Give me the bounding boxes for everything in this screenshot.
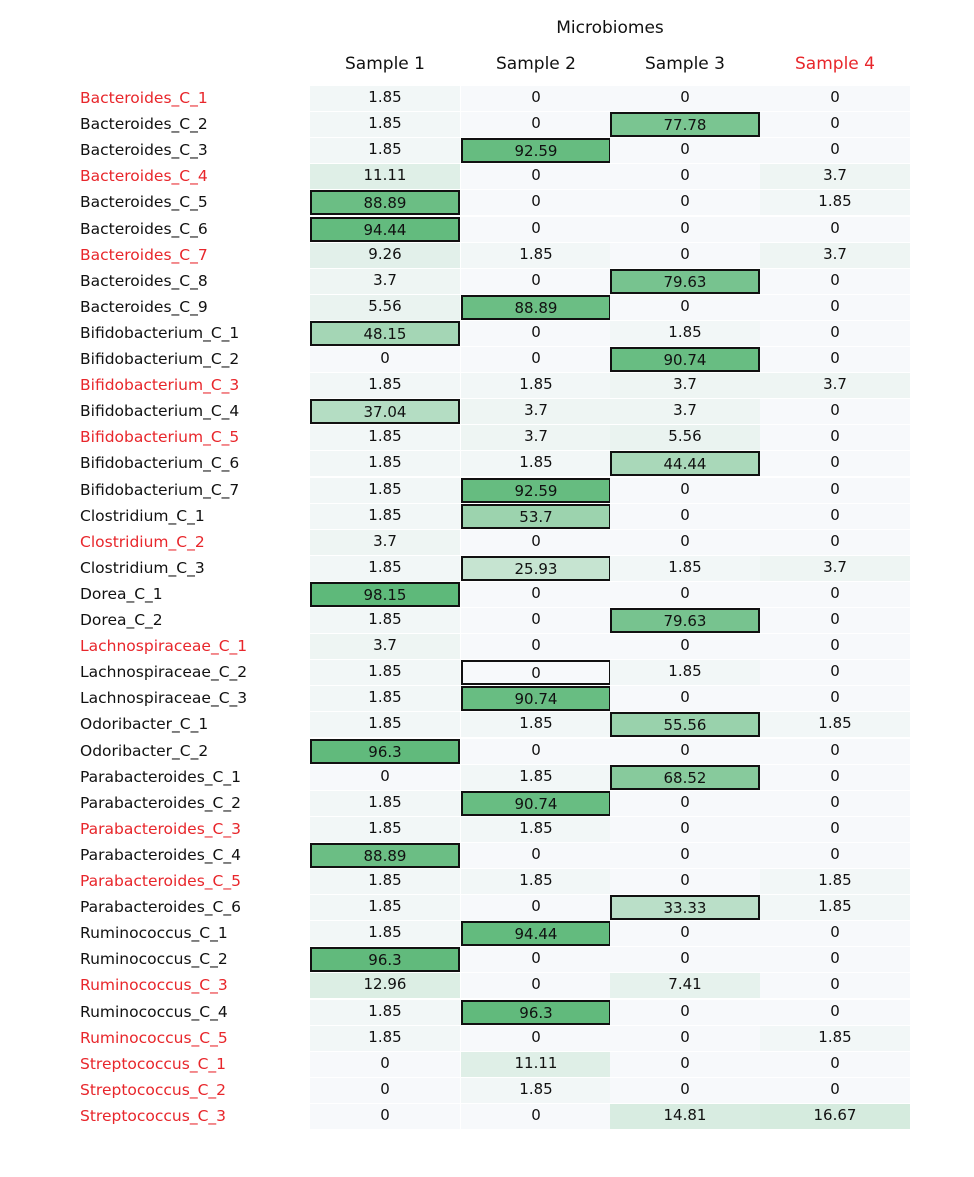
heatmap-cell: 3.7 — [310, 269, 460, 294]
heatmap-cell: 0 — [760, 765, 910, 790]
row-label: Bifidobacterium_C_3 — [80, 376, 240, 395]
heatmap-cell: 0 — [461, 190, 611, 215]
heatmap-cell: 0 — [461, 634, 611, 659]
heatmap-cell: 1.85 — [310, 791, 460, 816]
heatmap-cell: 0 — [760, 739, 910, 764]
heatmap-cell: 1.85 — [310, 1026, 460, 1051]
heatmap-cell: 1.85 — [310, 425, 460, 450]
heatmap-cell: 3.7 — [461, 425, 611, 450]
heatmap-cell: 0 — [610, 791, 760, 816]
heatmap-cell: 0 — [760, 843, 910, 868]
heatmap-cell: 3.7 — [310, 634, 460, 659]
heatmap-cell: 0 — [461, 1104, 611, 1129]
row-label: Parabacteroides_C_4 — [80, 845, 241, 864]
heatmap-cell: 90.74 — [461, 791, 611, 816]
heatmap-cell: 0 — [760, 138, 910, 163]
row-label: Parabacteroides_C_5 — [80, 872, 241, 890]
heatmap-cell: 1.85 — [310, 895, 460, 920]
heatmap-cell: 44.44 — [610, 451, 760, 476]
heatmap-cell: 0 — [610, 921, 760, 946]
heatmap-cell: 0 — [610, 739, 760, 764]
heatmap-cell: 0 — [610, 634, 760, 659]
row-label: Dorea_C_1 — [80, 584, 163, 603]
heatmap-cell: 0 — [760, 504, 910, 529]
heatmap-cell: 0 — [760, 921, 910, 946]
heatmap-cell: 25.93 — [461, 556, 611, 581]
heatmap-cell: 90.74 — [610, 347, 760, 372]
heatmap-cell: 0 — [760, 817, 910, 842]
heatmap-cell: 12.96 — [310, 973, 460, 998]
heatmap-cell: 0 — [760, 217, 910, 242]
heatmap-cell: 0 — [760, 269, 910, 294]
heatmap-cell: 55.56 — [610, 712, 760, 737]
row-label: Streptococcus_C_2 — [80, 1080, 227, 1099]
row-label: Lachnospiraceae_C_2 — [80, 663, 248, 682]
heatmap-cell: 0 — [760, 112, 910, 137]
row-label: Clostridium_C_2 — [80, 532, 205, 551]
row-label: Bacteroides_C_1 — [80, 89, 208, 107]
heatmap-cell: 3.7 — [760, 164, 910, 189]
heatmap-cell: 1.85 — [310, 451, 460, 476]
heatmap-cell: 11.11 — [310, 164, 460, 189]
heatmap-cell: 0 — [760, 399, 910, 424]
column-header-1: Sample 1 — [345, 54, 425, 74]
heatmap-cell: 94.44 — [461, 921, 611, 946]
heatmap-cell: 1.85 — [310, 86, 460, 111]
heatmap-cell: 0 — [760, 347, 910, 372]
heatmap-cell: 0 — [461, 660, 611, 685]
heatmap-cell: 0 — [461, 843, 611, 868]
heatmap-cell: 92.59 — [461, 138, 611, 163]
heatmap-cell: 90.74 — [461, 686, 611, 711]
heatmap-cell: 0 — [610, 295, 760, 320]
heatmap-cell: 1.85 — [760, 1026, 910, 1051]
heatmap-cell: 1.85 — [310, 921, 460, 946]
heatmap-cell: 1.85 — [461, 243, 611, 268]
heatmap-cell: 3.7 — [610, 399, 760, 424]
heatmap-cell: 0 — [610, 843, 760, 868]
heatmap-cell: 0 — [610, 86, 760, 111]
row-label: Bacteroides_C_7 — [80, 245, 208, 264]
heatmap-cell: 0 — [760, 660, 910, 685]
heatmap-cell: 0 — [760, 86, 910, 111]
heatmap-cell: 79.63 — [610, 269, 760, 294]
heatmap-cell: 0 — [461, 973, 611, 998]
heatmap-cell: 98.15 — [310, 582, 460, 607]
heatmap-cell: 0 — [610, 190, 760, 215]
heatmap-cell: 16.67 — [760, 1104, 910, 1129]
heatmap-cell: 0 — [461, 347, 611, 372]
heatmap-cell: 1.85 — [461, 451, 611, 476]
row-label: Dorea_C_2 — [80, 611, 163, 629]
row-label: Bacteroides_C_3 — [80, 141, 208, 160]
row-label: Ruminococcus_C_4 — [80, 1002, 228, 1021]
heatmap-cell: 96.3 — [310, 739, 460, 764]
heatmap-cell: 1.85 — [310, 712, 460, 737]
heatmap-cell: 0 — [610, 869, 760, 894]
heatmap-cell: 0 — [760, 582, 910, 607]
heatmap-cell: 11.11 — [461, 1052, 611, 1077]
heatmap-cell: 0 — [760, 947, 910, 972]
row-label: Ruminococcus_C_1 — [80, 924, 228, 943]
heatmap-cell: 92.59 — [461, 478, 611, 503]
heatmap-cell: 68.52 — [610, 765, 760, 790]
heatmap-cell: 1.85 — [760, 869, 910, 894]
heatmap-cell: 0 — [760, 321, 910, 346]
heatmap-cell: 0 — [610, 817, 760, 842]
heatmap-cell: 5.56 — [610, 425, 760, 450]
heatmap-cell: 1.85 — [310, 817, 460, 842]
heatmap-cell: 1.85 — [310, 373, 460, 398]
heatmap-cell: 0 — [461, 86, 611, 111]
heatmap-cell: 1.85 — [461, 765, 611, 790]
row-label: Bacteroides_C_5 — [80, 193, 208, 212]
heatmap-cell: 0 — [610, 478, 760, 503]
heatmap-cell: 1.85 — [461, 1078, 611, 1103]
heatmap-cell: 3.7 — [760, 373, 910, 398]
heatmap-cell: 0 — [610, 686, 760, 711]
heatmap-cell: 48.15 — [310, 321, 460, 346]
row-label: Bifidobacterium_C_5 — [80, 428, 240, 447]
heatmap-cell: 77.78 — [610, 112, 760, 137]
heatmap-cell: 1.85 — [310, 112, 460, 137]
heatmap-cell: 0 — [461, 947, 611, 972]
row-label: Bacteroides_C_8 — [80, 271, 208, 290]
row-label: Bifidobacterium_C_4 — [80, 402, 240, 421]
heatmap-cell: 0 — [310, 765, 460, 790]
row-label: Parabacteroides_C_2 — [80, 793, 241, 812]
heatmap-cell: 0 — [310, 1104, 460, 1129]
column-header-2: Sample 2 — [496, 54, 576, 74]
row-label: Ruminococcus_C_5 — [80, 1028, 228, 1047]
heatmap-cell: 0 — [310, 1078, 460, 1103]
row-label: Streptococcus_C_3 — [80, 1106, 227, 1125]
heatmap-cell: 3.7 — [760, 556, 910, 581]
row-label: Clostridium_C_3 — [80, 558, 205, 577]
heatmap-cell: 0 — [461, 164, 611, 189]
heatmap-cell: 0 — [461, 321, 611, 346]
row-label: Bacteroides_C_2 — [80, 115, 208, 134]
heatmap-cell: 0 — [610, 1000, 760, 1025]
heatmap-cell: 0 — [760, 973, 910, 998]
heatmap-cell: 0 — [610, 217, 760, 242]
heatmap-cell: 1.85 — [461, 712, 611, 737]
heatmap-cell: 0 — [760, 1000, 910, 1025]
heatmap-cell: 1.85 — [610, 556, 760, 581]
heatmap-cell: 0 — [461, 1026, 611, 1051]
heatmap-cell: 0 — [760, 530, 910, 555]
heatmap-cell: 1.85 — [310, 478, 460, 503]
heatmap-cell: 0 — [461, 112, 611, 137]
heatmap-cell: 3.7 — [461, 399, 611, 424]
heatmap-cell: 0 — [610, 582, 760, 607]
heatmap-cell: 88.89 — [310, 843, 460, 868]
row-label: Bifidobacterium_C_6 — [80, 454, 240, 473]
heatmap-cell: 0 — [461, 530, 611, 555]
heatmap-cell: 0 — [461, 269, 611, 294]
heatmap-cell: 0 — [461, 608, 611, 633]
heatmap-cell: 1.85 — [310, 556, 460, 581]
heatmap-cell: 0 — [760, 1078, 910, 1103]
heatmap-cell: 0 — [610, 1078, 760, 1103]
row-label: Bifidobacterium_C_7 — [80, 480, 240, 499]
row-label: Odoribacter_C_1 — [80, 715, 209, 734]
heatmap-cell: 0 — [610, 138, 760, 163]
heatmap-cell: 3.7 — [610, 373, 760, 398]
heatmap-cell: 0 — [610, 530, 760, 555]
chart-title: Microbiomes — [556, 18, 664, 38]
heatmap-cell: 1.85 — [310, 138, 460, 163]
heatmap-cell: 33.33 — [610, 895, 760, 920]
heatmap-cell: 0 — [461, 739, 611, 764]
heatmap-cell: 1.85 — [310, 869, 460, 894]
heatmap-cell: 14.81 — [610, 1104, 760, 1129]
heatmap-cell: 96.3 — [461, 1000, 611, 1025]
heatmap-cell: 88.89 — [461, 295, 611, 320]
heatmap-cell: 88.89 — [310, 190, 460, 215]
row-label: Bacteroides_C_9 — [80, 297, 208, 316]
heatmap-cell: 1.85 — [461, 817, 611, 842]
heatmap-cell: 3.7 — [310, 530, 460, 555]
heatmap-cell: 53.7 — [461, 504, 611, 529]
row-label: Bacteroides_C_6 — [80, 219, 208, 238]
row-label: Lachnospiraceae_C_3 — [80, 689, 248, 708]
heatmap-cell: 0 — [310, 347, 460, 372]
heatmap-cell: 0 — [760, 634, 910, 659]
heatmap-cell: 1.85 — [310, 504, 460, 529]
heatmap-cell: 1.85 — [310, 608, 460, 633]
heatmap-cell: 0 — [610, 1052, 760, 1077]
heatmap-cell: 0 — [610, 947, 760, 972]
heatmap-cell: 5.56 — [310, 295, 460, 320]
heatmap-cell: 0 — [461, 217, 611, 242]
heatmap-cell: 1.85 — [610, 321, 760, 346]
heatmap-cell: 0 — [610, 1026, 760, 1051]
heatmap-cell: 0 — [760, 425, 910, 450]
heatmap-cell: 1.85 — [610, 660, 760, 685]
heatmap-cell: 3.7 — [760, 243, 910, 268]
heatmap-cell: 37.04 — [310, 399, 460, 424]
heatmap-cell: 0 — [461, 895, 611, 920]
heatmap-cell: 7.41 — [610, 973, 760, 998]
heatmap-cell: 0 — [610, 504, 760, 529]
column-header-4: Sample 4 — [795, 54, 875, 74]
heatmap-cell: 79.63 — [610, 608, 760, 633]
row-label: Ruminococcus_C_2 — [80, 950, 228, 969]
heatmap-cell: 0 — [760, 451, 910, 476]
heatmap-cell: 0 — [760, 686, 910, 711]
heatmap-cell: 0 — [760, 608, 910, 633]
heatmap-cell: 1.85 — [760, 895, 910, 920]
row-label: Parabacteroides_C_1 — [80, 767, 241, 786]
heatmap-cell: 0 — [760, 295, 910, 320]
heatmap-cell: 1.85 — [760, 712, 910, 737]
heatmap-cell: 1.85 — [310, 1000, 460, 1025]
heatmap-cell: 0 — [461, 582, 611, 607]
row-label: Lachnospiraceae_C_1 — [80, 637, 248, 656]
heatmap-cell: 1.85 — [461, 373, 611, 398]
heatmap-cell: 1.85 — [310, 686, 460, 711]
heatmap-cell: 1.85 — [760, 190, 910, 215]
heatmap-cell: 0 — [760, 1052, 910, 1077]
column-header-3: Sample 3 — [645, 54, 725, 74]
row-label: Odoribacter_C_2 — [80, 741, 209, 760]
row-label: Streptococcus_C_1 — [80, 1054, 227, 1073]
heatmap-cell: 0 — [310, 1052, 460, 1077]
heatmap-cell: 9.26 — [310, 243, 460, 268]
heatmap-cell: 94.44 — [310, 217, 460, 242]
heatmap-cell: 0 — [610, 164, 760, 189]
row-label: Bifidobacterium_C_2 — [80, 350, 240, 368]
heatmap-cell: 1.85 — [310, 660, 460, 685]
row-label: Parabacteroides_C_3 — [80, 819, 241, 838]
row-label: Bacteroides_C_4 — [80, 167, 208, 186]
heatmap-cell: 0 — [760, 478, 910, 503]
heatmap-cell: 0 — [610, 243, 760, 268]
row-label: Clostridium_C_1 — [80, 506, 205, 525]
row-label: Bifidobacterium_C_1 — [80, 323, 240, 342]
row-label: Parabacteroides_C_6 — [80, 898, 241, 917]
row-label: Ruminococcus_C_3 — [80, 976, 228, 995]
heatmap-cell: 96.3 — [310, 947, 460, 972]
heatmap-cell: 0 — [760, 791, 910, 816]
heatmap-cell: 1.85 — [461, 869, 611, 894]
